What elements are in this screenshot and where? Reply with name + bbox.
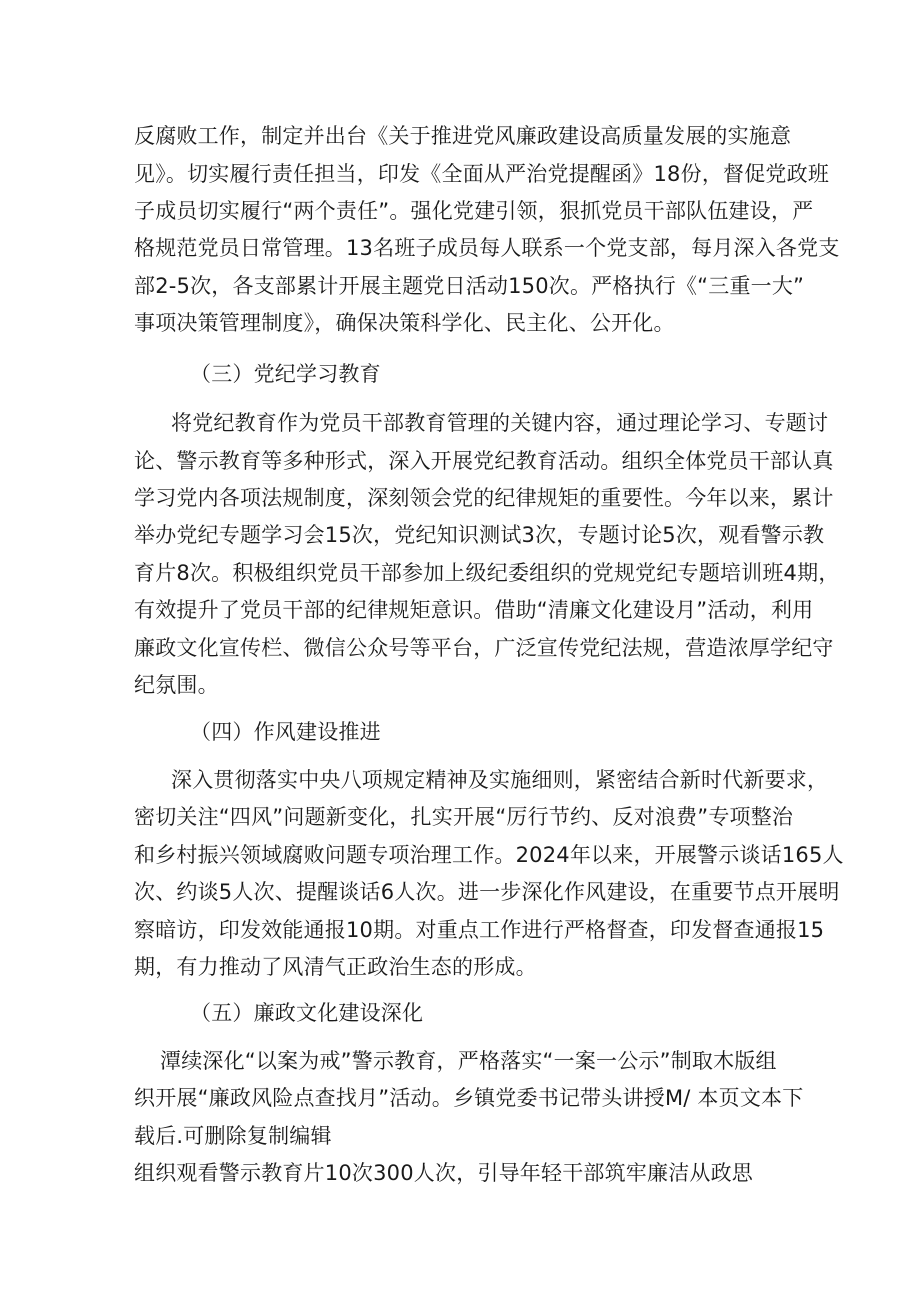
text-line: 纪氛围。 <box>134 673 219 697</box>
text-line: 反腐败工作，制定并出台《关于推进党风廉政建设高质量发展的实施意 <box>134 124 792 148</box>
section-heading-5: （五）廉政文化建设深化 <box>190 1001 424 1025</box>
text-line: 将党纪教育作为党员干部教育管理的关键内容，通过理论学习、专题讨 <box>171 411 829 435</box>
text-line: 密切关注“四风”问题新变化，扎实开展“厉行节约、反对浪费”专项整治 <box>134 805 794 829</box>
text-line: 部2-5次，各支部累计开展主题党日活动150次。严格执行《“三重一大” <box>134 274 805 298</box>
text-line: 察暗访，印发效能通报10期。对重点工作进行严格督查，印发督查通报15 <box>134 918 825 942</box>
text-line: 论、警示教育等多种形式，深入开展党纪教育活动。组织全体党员干部认真 <box>134 449 834 473</box>
section-heading-4: （四）作风建设推进 <box>190 720 381 744</box>
text-line: 见》。切实履行责任担当，印发《全面从严治党提醒函》18份，督促党政班 <box>134 162 830 186</box>
text-line: 次、约谈5人次、提醒谈话6人次。进一步深化作风建设，在重要节点开展明 <box>134 880 840 904</box>
text-line: 廉政文化宣传栏、微信公众号等平台，广泛宣传党纪法规，营造浓厚学纪守 <box>134 636 834 660</box>
text-line: 组织观看警示教育片10次300人次，引导年轻干部筑牢廉洁从政思 <box>134 1161 754 1185</box>
text-line: 期，有力推动了风清气正政治生态的形成。 <box>134 955 537 979</box>
text-line: 潭续深化“以案为戒”警示教育，严格落实“一案一公示”制取木版组 <box>160 1049 777 1073</box>
section-heading-3: （三）党纪学习教育 <box>190 362 381 386</box>
text-line: 织开展“廉政风险点查找月”活动。乡镇党委书记带头讲授M/ 本页文本下 <box>134 1086 804 1110</box>
text-line: 事项决策管理制度》，确保决策科学化、民主化、公开化。 <box>134 311 675 335</box>
text-line: 和乡村振兴领域腐败问题专项治理工作。2024年以来，开展警示谈话165人 <box>134 843 844 867</box>
text-line: 举办党纪专题学习会15次，党纪知识测试3次，专题讨论5次，观看警示教 <box>134 523 825 547</box>
text-line: 载后.可删除复制编辑 <box>134 1124 332 1148</box>
text-line: 格规范党员日常管理。13名班子成员每人联系一个党支部，每月深入各党支 <box>134 236 840 260</box>
text-line: 育片8次。积极组织党员干部参加上级纪委组织的党规党纪专题培训班4期， <box>134 561 840 585</box>
text-line: 深入贯彻落实中央八项规定精神及实施细则，紧密结合新时代新要求， <box>171 768 829 792</box>
text-line: 子成员切实履行“两个责任”。强化党建引领，狠抓党员干部队伍建设，严 <box>134 199 814 223</box>
text-line: 有效提升了党员干部的纪律规矩意识。借助“清廉文化建设月”活动，利用 <box>134 598 814 622</box>
text-line: 学习党内各项法规制度，深刻领会党的纪律规矩的重要性。今年以来，累计 <box>134 486 834 510</box>
